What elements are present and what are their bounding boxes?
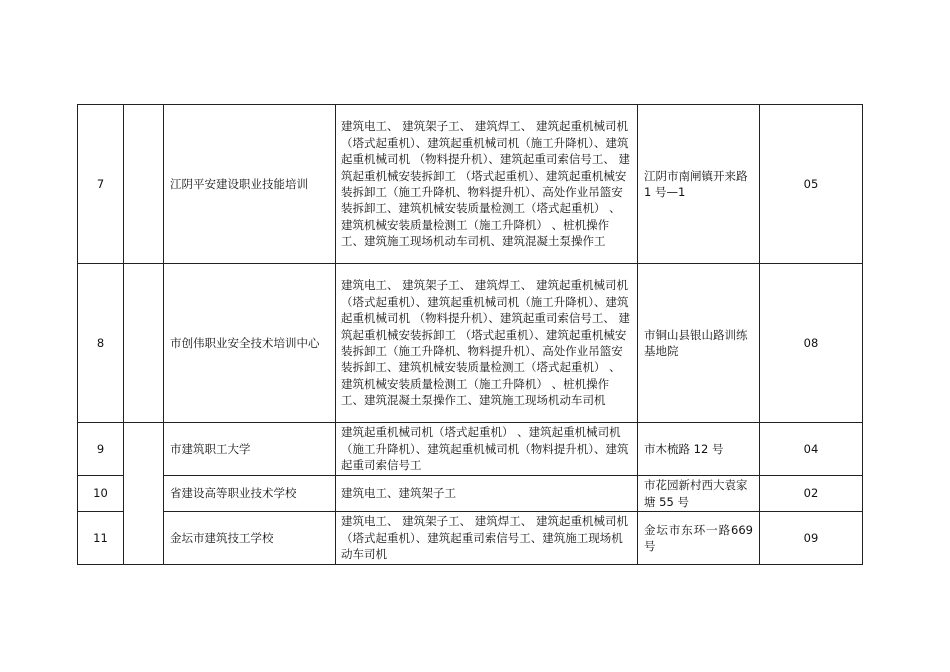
table-row [78, 423, 863, 476]
institution-name: 市建筑职工大学 [164, 423, 336, 476]
address: 市花园新村西大袁家塘 55 号 [638, 476, 760, 512]
code: 09 [760, 512, 863, 565]
row-number: 9 [78, 423, 124, 476]
institution-name: 金坛市建筑技工学校 [164, 512, 336, 565]
code: 02 [760, 476, 863, 512]
row-number: 10 [78, 476, 124, 512]
institution-name: 江阴平安建设职业技能培训 [164, 105, 336, 264]
table-row [78, 105, 863, 264]
trade-list: 建筑电工、 建筑架子工、 建筑焊工、 建筑起重机械司机（塔式起重机）、建筑起重司索信号工、建筑施工现场机动车司机 [336, 512, 638, 565]
row-number: 8 [78, 264, 124, 423]
blank-cell [124, 264, 164, 423]
institution-name: 市创伟职业安全技术培训中心 [164, 264, 336, 423]
table-row [78, 512, 863, 565]
trade-list: 建筑电工、建筑架子工 [336, 476, 638, 512]
row-number: 11 [78, 512, 124, 565]
training-institutions-table [77, 104, 863, 565]
address: 江阴市南闸镇开来路 1 号—1 [638, 105, 760, 264]
trade-list: 建筑起重机械司机（塔式起重机） 、建筑起重机械司机（施工升降机）、建筑起重机械司机（物料提升机）、建筑起重司索信号工 [336, 423, 638, 476]
code: 08 [760, 264, 863, 423]
row-number: 7 [78, 105, 124, 264]
address: 市木梳路 12 号 [638, 423, 760, 476]
address: 金坛市东环一路669 号 [638, 512, 760, 565]
blank-cell [124, 105, 164, 264]
table-row [78, 476, 863, 512]
code: 04 [760, 423, 863, 476]
address: 市铜山县银山路训练基地院 [638, 264, 760, 423]
trade-list: 建筑电工、 建筑架子工、 建筑焊工、 建筑起重机械司机（塔式起重机）、建筑起重机械司机（施工升降机）、建筑起重机械司机 （物料提升机）、建筑起重司索信号工、 建筑起重机械安装拆卸工 （塔式起重机）、建筑起重机械安装拆卸工（施工升降机、物料提升机）、高处作业吊篮安装拆卸工、建筑机械安装质量检测工（塔式起重机） 、建筑机械安装质量检测工（施工升降机） 、桩机操作工、建筑施工现场机动车司机、建筑混凝土泵操作工 [336, 105, 638, 264]
blank-cell [124, 423, 164, 565]
trade-list: 建筑电工、 建筑架子工、 建筑焊工、 建筑起重机械司机（塔式起重机）、建筑起重机械司机（施工升降机）、建筑起重机械司机 （物料提升机）、建筑起重司索信号工、 建筑起重机械安装拆卸工 （塔式起重机）、建筑起重机械安装拆卸工（施工升降机、物料提升机）、高处作业吊篮安装拆卸工、建筑机械安装质量检测工（塔式起重机） 、建筑机械安装质量检测工（施工升降机） 、桩机操作工、建筑混凝土泵操作工、建筑施工现场机动车司机 [336, 264, 638, 423]
code: 05 [760, 105, 863, 264]
table-row [78, 264, 863, 423]
institution-name: 省建设高等职业技术学校 [164, 476, 336, 512]
